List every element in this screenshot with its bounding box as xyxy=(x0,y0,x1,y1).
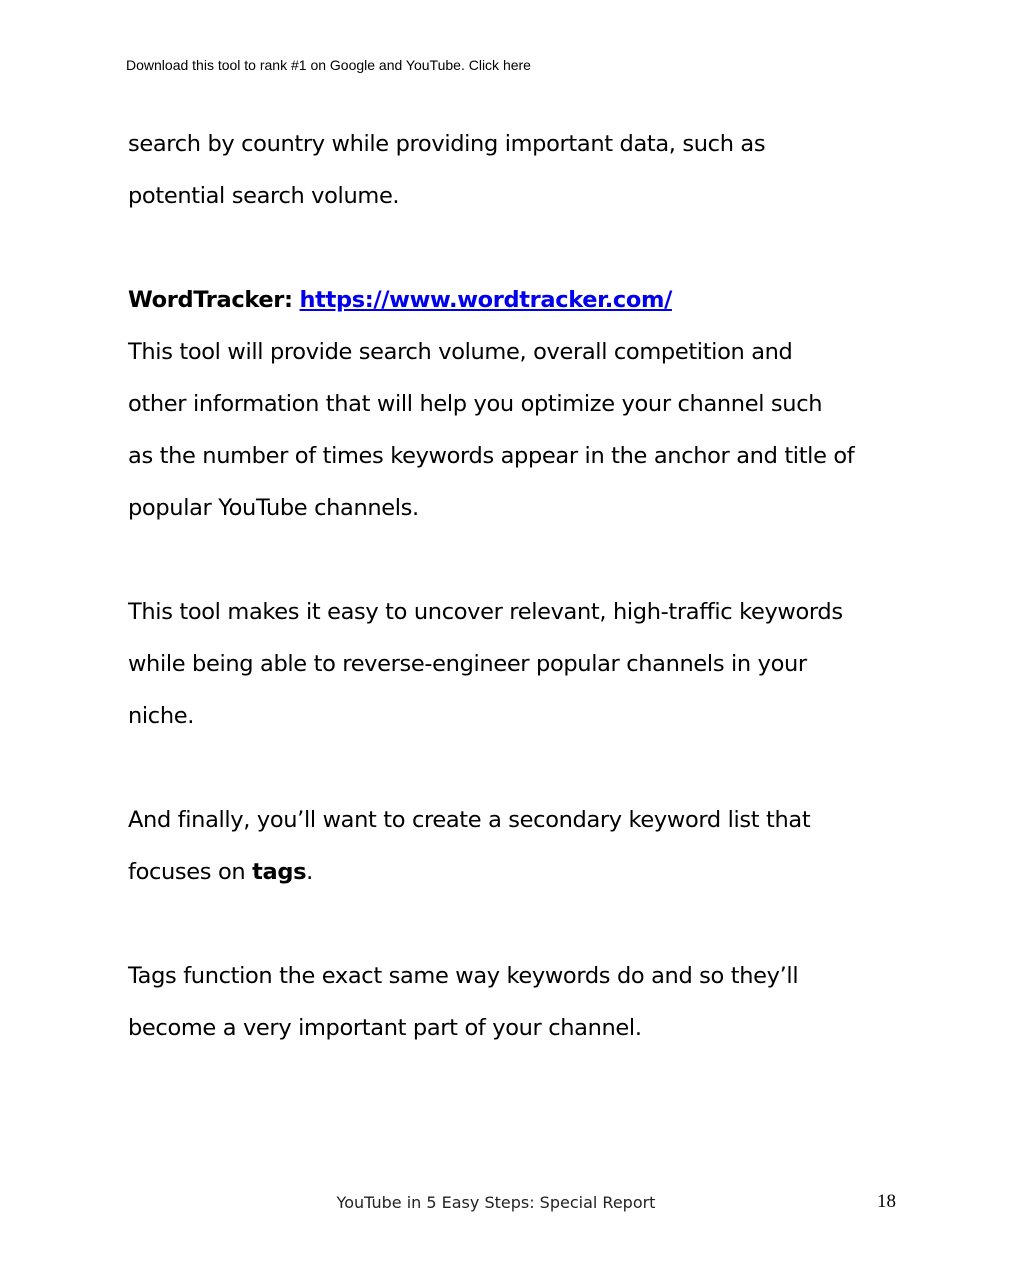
page-number: 18 xyxy=(877,1191,896,1212)
text-line: popular YouTube channels. xyxy=(128,495,419,521)
paragraph-country-search xyxy=(128,118,918,222)
document-body xyxy=(128,118,918,1054)
text-line: Tags function the exact same way keywords do and so they’ll xyxy=(128,963,799,989)
paragraph-secondary-list xyxy=(128,794,918,898)
paragraph-wordtracker xyxy=(128,274,918,534)
text-line: while being able to reverse-engineer popular channels in your xyxy=(128,651,807,677)
text-line: This tool makes it easy to uncover relevant, high-traffic keywords xyxy=(128,599,843,625)
tags-emphasis: tags xyxy=(252,859,307,885)
text-line: as the number of times keywords appear in the anchor and title of xyxy=(128,443,855,469)
paragraph-tags-function xyxy=(128,950,918,1054)
wordtracker-url-link[interactable]: https://www.wordtracker.com/ xyxy=(299,287,672,313)
promo-header-link[interactable]: Download this tool to rank #1 on Google and YouTube. Click here xyxy=(126,57,531,73)
text-line: search by country while providing important data, such as xyxy=(128,131,766,157)
wordtracker-heading xyxy=(128,274,918,326)
text-line: This tool will provide search volume, overall competition and xyxy=(128,339,793,365)
text-fragment: focuses on xyxy=(128,859,253,885)
text-line: become a very important part of your channel. xyxy=(128,1015,642,1041)
text-line: other information that will help you optimize your channel such xyxy=(128,391,823,417)
wordtracker-label: WordTracker: xyxy=(128,287,293,313)
text-line-tags xyxy=(128,846,918,898)
text-line: niche. xyxy=(128,703,195,729)
text-line: potential search volume. xyxy=(128,183,400,209)
footer-title: YouTube in 5 Easy Steps: Special Report xyxy=(336,1193,656,1212)
paragraph-uncover-keywords xyxy=(128,586,918,742)
text-fragment: . xyxy=(306,859,313,885)
text-line: And finally, you’ll want to create a secondary keyword list that xyxy=(128,807,811,833)
